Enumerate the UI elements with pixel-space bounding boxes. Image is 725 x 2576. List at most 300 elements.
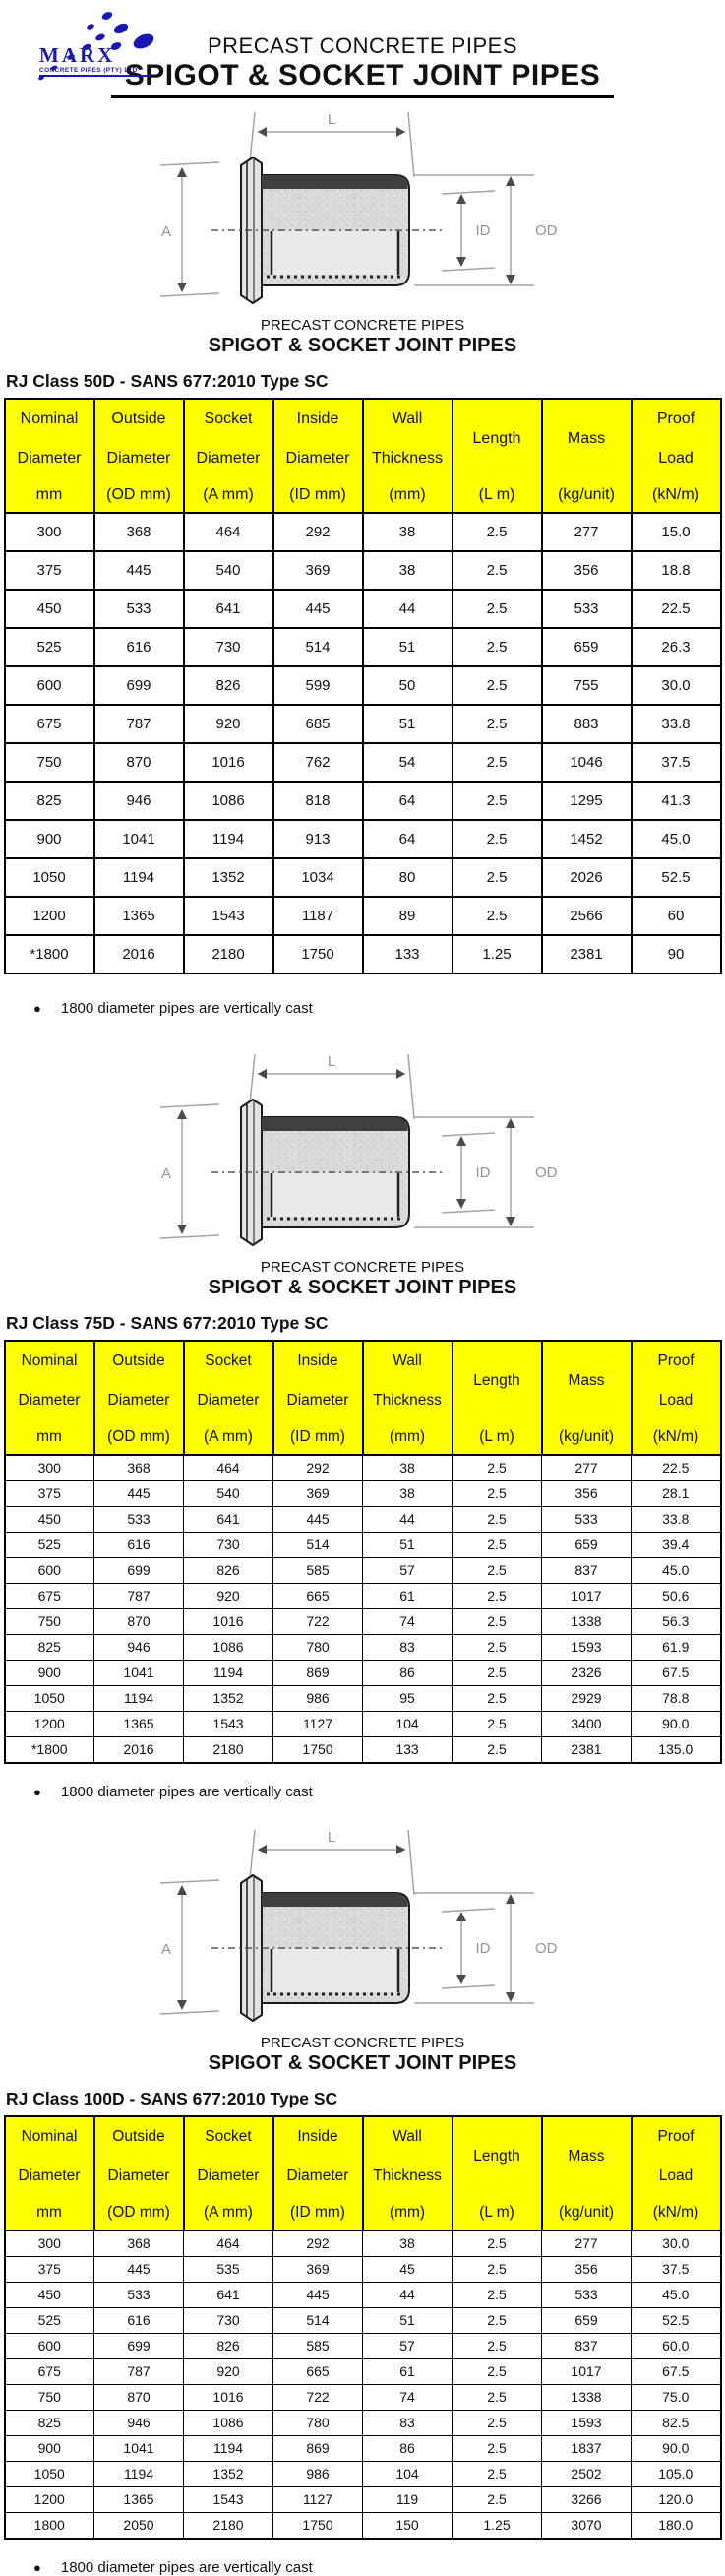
table-cell: 920: [184, 1583, 273, 1608]
table-cell: 45.0: [632, 820, 721, 858]
dimension-socket-label: A: [160, 222, 171, 240]
table-cell: 90.0: [632, 2435, 721, 2461]
column-header-line: Inside: [296, 409, 339, 427]
column-header-line: Mass: [567, 429, 606, 447]
pipe-diagram-container: [0, 106, 725, 317]
table-cell: 2.5: [453, 2486, 542, 2512]
table-cell: 659: [542, 628, 632, 666]
table-cell: 300: [5, 513, 94, 551]
table-cell: 1365: [94, 1711, 184, 1736]
table-cell: 38: [363, 513, 453, 551]
table-cell: 837: [542, 2333, 632, 2358]
column-header-line: Wall: [392, 409, 423, 427]
table-cell: 2.5: [453, 2461, 542, 2486]
table-cell: 1.25: [453, 935, 542, 974]
table-cell: 540: [184, 551, 273, 590]
table-row: [5, 2410, 721, 2435]
table-cell: 51: [363, 705, 453, 743]
table-cell: 57: [363, 1557, 453, 1583]
table-cell: 730: [184, 628, 273, 666]
table-cell: 2.5: [453, 1685, 542, 1711]
table-cell: 1041: [94, 1660, 184, 1685]
table-cell: 2326: [542, 1660, 632, 1685]
table-cell: 535: [184, 2256, 273, 2282]
footnote: [33, 2559, 725, 2576]
table-cell: 39.4: [632, 1532, 721, 1557]
page-title-line2: SPIGOT & SOCKET JOINT PIPES: [111, 60, 615, 98]
table-cell: 445: [273, 2282, 363, 2307]
column-header: [363, 399, 453, 513]
table-cell: 90.0: [632, 1711, 721, 1736]
table-cell: 540: [184, 1480, 273, 1506]
table-cell: 1352: [184, 2461, 273, 2486]
table-row: [5, 820, 721, 858]
table-cell: 277: [542, 1455, 632, 1481]
table-cell: 37.5: [632, 2256, 721, 2282]
table-cell: 1543: [184, 2486, 273, 2512]
table-cell: 2.5: [453, 2307, 542, 2333]
table-cell: 533: [94, 590, 184, 628]
table-cell: 464: [184, 513, 273, 551]
table-cell: 787: [94, 705, 184, 743]
table-cell: 64: [363, 820, 453, 858]
table-cell: 1200: [5, 2486, 94, 2512]
column-header-line: mm: [36, 2203, 62, 2221]
table-cell: 2.5: [453, 1583, 542, 1608]
table-cell: 665: [273, 1583, 363, 1608]
table-row: [5, 2282, 721, 2307]
dimension-od-label: OD: [534, 1939, 557, 1957]
table-cell: *1800: [5, 935, 94, 974]
table-cell: 1050: [5, 2461, 94, 2486]
table-cell: 375: [5, 1480, 94, 1506]
table-cell: 514: [273, 628, 363, 666]
dimension-od-label: OD: [534, 221, 557, 239]
table-cell: 2.5: [453, 897, 542, 935]
table-cell: 80: [363, 858, 453, 897]
column-header-line: Socket: [205, 2127, 252, 2145]
table-cell: 730: [184, 2307, 273, 2333]
table-cell: 82.5: [632, 2410, 721, 2435]
table-cell: 600: [5, 2333, 94, 2358]
table-cell: 2.5: [453, 2358, 542, 2384]
table-cell: 1194: [94, 858, 184, 897]
table-cell: 2.5: [453, 1532, 542, 1557]
table-cell: 292: [273, 513, 363, 551]
table-cell: 3400: [542, 1711, 632, 1736]
table-cell: 946: [94, 782, 184, 820]
table-cell: 1200: [5, 1711, 94, 1736]
table-cell: 45.0: [632, 2282, 721, 2307]
table-cell: 1352: [184, 1685, 273, 1711]
table-cell: 2381: [542, 1736, 632, 1763]
table-row: [5, 513, 721, 551]
table-cell: 2.5: [453, 1557, 542, 1583]
section-100d: [0, 1824, 725, 2576]
table-cell: 1086: [184, 782, 273, 820]
pipe-diagram: [97, 1824, 629, 2033]
table-cell: 61.9: [632, 1634, 721, 1660]
table-cell: 699: [94, 2333, 184, 2358]
table-row: [5, 2358, 721, 2384]
table-cell: 585: [273, 2333, 363, 2358]
table-row: [5, 666, 721, 705]
table-cell: 533: [542, 2282, 632, 2307]
column-header-line: Diameter: [106, 449, 171, 467]
table-cell: 445: [94, 2256, 184, 2282]
column-header: [453, 2116, 542, 2230]
table-cell: 2180: [184, 1736, 273, 1763]
column-header: [184, 2116, 273, 2230]
table-row: [5, 1660, 721, 1685]
table-cell: 870: [94, 2384, 184, 2410]
column-header-line: Diameter: [285, 449, 350, 467]
column-header-line: Mass: [568, 2147, 605, 2165]
column-header-line: (A mm): [204, 2203, 253, 2221]
column-header: [542, 1341, 632, 1455]
table-row: [5, 1557, 721, 1583]
table-cell: 1017: [542, 1583, 632, 1608]
table-cell: 22.5: [632, 1455, 721, 1481]
table-cell: 44: [363, 590, 453, 628]
class-heading-50d: RJ Class 50D - SANS 677:2010 Type SC: [6, 370, 329, 391]
table-cell: 368: [94, 1455, 184, 1481]
dimension-length-label: L: [327, 1052, 335, 1070]
column-header-line: (L m): [479, 2203, 514, 2221]
column-header-line: Proof: [656, 409, 695, 427]
column-header-line: (kg/unit): [559, 2203, 614, 2221]
section-50d: [0, 106, 725, 1017]
table-cell: 900: [5, 2435, 94, 2461]
table-row: [5, 2333, 721, 2358]
table-cell: 2.5: [453, 1660, 542, 1685]
table-cell: 105.0: [632, 2461, 721, 2486]
spec-table-100d: [4, 2115, 722, 2540]
column-header: [453, 1341, 542, 1455]
table-cell: 1194: [184, 1660, 273, 1685]
column-header: [94, 399, 184, 513]
section-75d: [0, 1048, 725, 1800]
column-header-line: Thickness: [371, 449, 444, 467]
table-cell: 2.5: [453, 1455, 542, 1481]
table-cell: 60: [632, 897, 721, 935]
column-header: [5, 1341, 94, 1455]
column-header-line: Inside: [297, 1351, 338, 1369]
column-header-line: Nominal: [21, 1351, 78, 1369]
column-header-line: Nominal: [21, 2127, 78, 2145]
table-cell: 83: [363, 2410, 453, 2435]
dimension-socket-label: A: [160, 1940, 171, 1958]
column-header-line: Length: [472, 429, 521, 447]
table-row: [5, 1583, 721, 1608]
table-cell: 900: [5, 1660, 94, 1685]
table-cell: 1.25: [453, 2512, 542, 2539]
table-cell: 1034: [273, 858, 363, 897]
table-cell: 33.8: [632, 705, 721, 743]
table-cell: 2.5: [453, 1506, 542, 1532]
table-cell: 525: [5, 628, 94, 666]
table-cell: 750: [5, 2384, 94, 2410]
table-cell: 2929: [542, 1685, 632, 1711]
page-title-line1: PRECAST CONCRETE PIPES: [208, 33, 517, 58]
table-cell: 986: [273, 2461, 363, 2486]
pipe-diagram-container: [0, 1048, 725, 1259]
table-cell: 1750: [273, 1736, 363, 1763]
column-header-line: Proof: [657, 1351, 695, 1369]
table-cell: 675: [5, 1583, 94, 1608]
column-header-line: Thickness: [373, 1391, 442, 1409]
table-cell: 45: [363, 2256, 453, 2282]
table-cell: 300: [5, 1455, 94, 1481]
table-cell: 57: [363, 2333, 453, 2358]
table-cell: 946: [94, 2410, 184, 2435]
table-cell: 2180: [184, 2512, 273, 2539]
table-cell: 86: [363, 1660, 453, 1685]
table-row: [5, 743, 721, 782]
table-cell: 375: [5, 2256, 94, 2282]
table-cell: 2050: [94, 2512, 184, 2539]
table-cell: 368: [94, 513, 184, 551]
footnote: [33, 1000, 725, 1017]
table-cell: 1041: [94, 820, 184, 858]
column-header-line: Wall: [393, 2127, 422, 2145]
column-header: [184, 399, 273, 513]
table-cell: 826: [184, 2333, 273, 2358]
table-cell: 1194: [94, 1685, 184, 1711]
table-cell: 3070: [542, 2512, 632, 2539]
table-cell: 450: [5, 2282, 94, 2307]
table-cell: 685: [273, 705, 363, 743]
table-cell: 2.5: [453, 1736, 542, 1763]
table-cell: 74: [363, 1608, 453, 1634]
table-cell: 22.5: [632, 590, 721, 628]
table-cell: 722: [273, 1608, 363, 1634]
table-row: [5, 935, 721, 974]
table-cell: 368: [94, 2230, 184, 2257]
table-cell: 50: [363, 666, 453, 705]
table-row: [5, 782, 721, 820]
table-cell: 1200: [5, 897, 94, 935]
column-header-line: Proof: [657, 2127, 695, 2145]
section-subtitle-line2: SPIGOT & SOCKET JOINT PIPES: [208, 1276, 517, 1298]
table-cell: 52.5: [632, 858, 721, 897]
table-cell: 659: [542, 2307, 632, 2333]
table-cell: 1543: [184, 1711, 273, 1736]
table-cell: 41.3: [632, 782, 721, 820]
column-header-line: Outside: [111, 409, 166, 427]
table-cell: 30.0: [632, 666, 721, 705]
table-cell: 51: [363, 2307, 453, 2333]
table-cell: 292: [273, 2230, 363, 2257]
section-subtitle-line1: PRECAST CONCRETE PIPES: [260, 316, 465, 334]
table-cell: 2381: [542, 935, 632, 974]
table-cell: 3266: [542, 2486, 632, 2512]
column-header: [94, 2116, 184, 2230]
column-header-line: (kg/unit): [559, 1427, 614, 1445]
table-cell: 60.0: [632, 2333, 721, 2358]
table-cell: 1352: [184, 858, 273, 897]
table-cell: 54: [363, 743, 453, 782]
table-cell: 2.5: [453, 1480, 542, 1506]
table-cell: 870: [94, 1608, 184, 1634]
table-cell: 18.8: [632, 551, 721, 590]
table-cell: 780: [273, 1634, 363, 1660]
table-cell: 1543: [184, 897, 273, 935]
table-row: [5, 2230, 721, 2257]
table-row: [5, 858, 721, 897]
table-cell: 369: [273, 1480, 363, 1506]
table-cell: 1086: [184, 2410, 273, 2435]
table-cell: 869: [273, 1660, 363, 1685]
table-cell: 277: [542, 513, 632, 551]
column-header-line: Length: [473, 1371, 520, 1389]
table-row: [5, 2486, 721, 2512]
table-cell: 870: [94, 743, 184, 782]
table-cell: 1194: [94, 2461, 184, 2486]
table-cell: 104: [363, 1711, 453, 1736]
table-row: [5, 628, 721, 666]
table-row: [5, 1480, 721, 1506]
column-header-line: (kN/m): [652, 2203, 699, 2221]
dimension-id-label: ID: [475, 221, 490, 239]
column-header-line: Inside: [297, 2127, 338, 2145]
column-header-line: mm: [36, 1427, 62, 1445]
table-cell: 883: [542, 705, 632, 743]
table-cell: 104: [363, 2461, 453, 2486]
table-cell: 180.0: [632, 2512, 721, 2539]
table-row: [5, 551, 721, 590]
column-header-line: (A mm): [203, 485, 254, 503]
table-cell: 2.5: [453, 782, 542, 820]
column-header-line: Outside: [112, 2127, 165, 2145]
table-cell: 2016: [94, 935, 184, 974]
column-header: [273, 1341, 363, 1455]
pipe-diagram: [97, 106, 629, 315]
table-cell: 675: [5, 2358, 94, 2384]
table-cell: 699: [94, 666, 184, 705]
table-cell: 50.6: [632, 1583, 721, 1608]
table-cell: 33.8: [632, 1506, 721, 1532]
table-cell: 51: [363, 1532, 453, 1557]
table-cell: 787: [94, 2358, 184, 2384]
table-cell: 722: [273, 2384, 363, 2410]
column-header-line: (mm): [389, 485, 426, 503]
column-header-line: Diameter: [196, 449, 261, 467]
table-header-row: [5, 1341, 721, 1455]
column-header: [363, 2116, 453, 2230]
column-header: [363, 1341, 453, 1455]
table-cell: 2.5: [453, 820, 542, 858]
table-cell: *1800: [5, 1736, 94, 1763]
table-cell: 525: [5, 1532, 94, 1557]
table-row: [5, 1506, 721, 1532]
column-header: [184, 1341, 273, 1455]
table-cell: 86: [363, 2435, 453, 2461]
pipe-diagram-container: [0, 1824, 725, 2035]
table-cell: 2.5: [453, 628, 542, 666]
table-cell: 2.5: [453, 2256, 542, 2282]
table-cell: 135.0: [632, 1736, 721, 1763]
column-header-line: (kN/m): [652, 1427, 699, 1445]
table-cell: 514: [273, 1532, 363, 1557]
table-cell: 2.5: [453, 705, 542, 743]
bullet-icon: ●: [33, 1784, 41, 1799]
table-cell: 675: [5, 705, 94, 743]
table-cell: 133: [363, 1736, 453, 1763]
column-header-line: Thickness: [373, 2167, 442, 2184]
column-header-line: Diameter: [197, 2167, 260, 2184]
footnote-text: 1800 diameter pipes are vertically cast: [60, 999, 313, 1017]
table-cell: 90: [632, 935, 721, 974]
table-cell: 445: [273, 1506, 363, 1532]
table-cell: 38: [363, 551, 453, 590]
table-cell: 1194: [184, 820, 273, 858]
column-header: [453, 399, 542, 513]
table-cell: 2.5: [453, 1711, 542, 1736]
table-cell: 533: [542, 590, 632, 628]
table-cell: 1016: [184, 743, 273, 782]
spec-table-50d: [4, 398, 722, 974]
column-header: [273, 399, 363, 513]
table-cell: 450: [5, 1506, 94, 1532]
dimension-length-label: L: [327, 1828, 335, 1846]
table-cell: 464: [184, 1455, 273, 1481]
column-header: [5, 399, 94, 513]
column-header-line: Diameter: [18, 2167, 81, 2184]
column-header-line: Diameter: [286, 2167, 349, 2184]
company-logo: [6, 2, 178, 83]
table-cell: 52.5: [632, 2307, 721, 2333]
table-cell: 2.5: [453, 1608, 542, 1634]
column-header: [5, 2116, 94, 2230]
table-cell: 2.5: [453, 2333, 542, 2358]
table-cell: 2.5: [453, 590, 542, 628]
table-cell: 369: [273, 2256, 363, 2282]
table-cell: 38: [363, 2230, 453, 2257]
footnote-text: 1800 diameter pipes are vertically cast: [60, 2558, 313, 2576]
table-cell: 1750: [273, 935, 363, 974]
table-cell: 67.5: [632, 1660, 721, 1685]
dimension-socket-label: A: [160, 1164, 171, 1182]
table-cell: 356: [542, 551, 632, 590]
table-cell: 641: [184, 2282, 273, 2307]
table-cell: 533: [94, 2282, 184, 2307]
column-header-line: Load: [658, 449, 694, 467]
dimension-od-label: OD: [534, 1163, 557, 1181]
table-cell: 1750: [273, 2512, 363, 2539]
column-header-line: (A mm): [204, 1427, 253, 1445]
section-subtitle-line1: PRECAST CONCRETE PIPES: [260, 2034, 465, 2051]
table-cell: 1837: [542, 2435, 632, 2461]
table-cell: 2180: [184, 935, 273, 974]
column-header-line: Diameter: [286, 1391, 349, 1409]
table-cell: 2016: [94, 1736, 184, 1763]
table-cell: 787: [94, 1583, 184, 1608]
table-cell: 150: [363, 2512, 453, 2539]
table-cell: 755: [542, 666, 632, 705]
table-cell: 2.5: [453, 666, 542, 705]
column-header-line: Length: [473, 2147, 520, 2165]
table-cell: 292: [273, 1455, 363, 1481]
table-cell: 825: [5, 2410, 94, 2435]
column-header: [632, 399, 721, 513]
table-cell: 514: [273, 2307, 363, 2333]
table-cell: 641: [184, 590, 273, 628]
table-cell: 1017: [542, 2358, 632, 2384]
table-cell: 1593: [542, 2410, 632, 2435]
table-cell: 825: [5, 1634, 94, 1660]
table-cell: 600: [5, 666, 94, 705]
